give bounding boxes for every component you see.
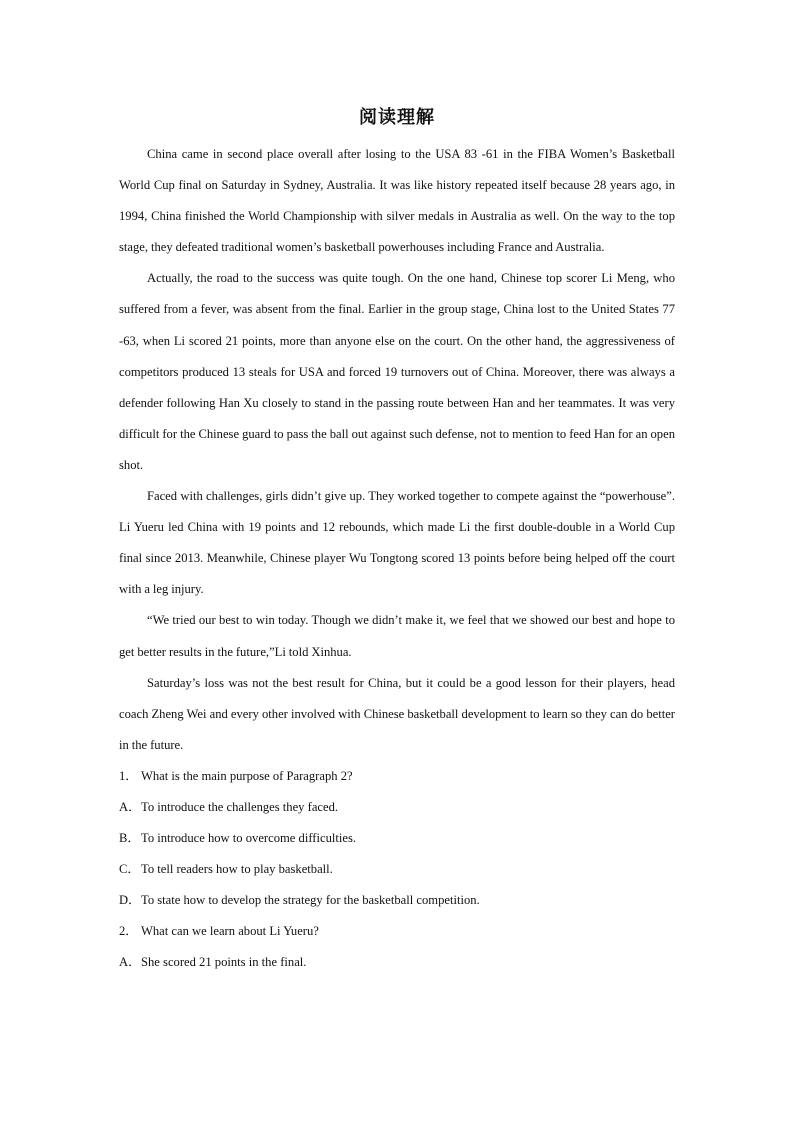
option-letter: D． <box>119 893 141 908</box>
question-number: 2． <box>119 924 138 939</box>
question-text: What can we learn about Li Yueru? <box>141 924 319 939</box>
passage-paragraph-2: Actually, the road to the success was quite tough. On the one hand, Chinese top scorer Li Meng, who suffered from a fever, was absent from the final. Earlier in the group stage, China lost to the United States 77 -63, when Li scored 21 points, more than anyone else on the court. On the other hand, the aggressiveness of competitors produced 13 steals for USA and forced 19 turnovers out of China. Moreover, there was always a defender following Han Xu closely to stand in the passing route between Han and her teammates. It was very difficult for the Chinese guard to pass the ball out against such defense, not to mention to feed Han for an open shot. <box>119 271 675 472</box>
option-letter: A． <box>119 799 141 814</box>
question-number: 1． <box>119 768 138 783</box>
passage-paragraph-5: Saturday’s loss was not the best result for China, but it could be a good lesson for their players, head coach Zheng Wei and every other involved with Chinese basketball development to learn so they can do better in the future. <box>119 675 675 752</box>
option-text: To tell readers how to play basketball. <box>141 862 333 877</box>
option-text: She scored 21 points in the final. <box>141 955 307 970</box>
option-text: To state how to develop the strategy for the basketball competition. <box>141 893 480 908</box>
question-text: What is the main purpose of Paragraph 2? <box>141 768 353 783</box>
question-1-option-a <box>119 792 675 823</box>
question-1-option-c <box>119 854 675 885</box>
option-letter: C． <box>119 862 140 877</box>
option-text: To introduce how to overcome difficulties. <box>141 831 357 846</box>
question-1 <box>119 761 675 792</box>
option-letter: A． <box>119 955 141 970</box>
page-title: 阅读理解 <box>359 107 435 128</box>
passage-paragraph-3: Faced with challenges, girls didn’t give up. They worked together to compete against the “powerhouse”. Li Yueru led China with 19 points and 12 rebounds, which made Li the first double-double in a World Cup final since 2013. Meanwhile, Chinese player Wu Tongtong scored 13 points before being helped off the court with a leg injury. <box>119 489 675 597</box>
question-2-option-a <box>119 947 675 978</box>
question-1-option-b <box>119 823 675 854</box>
passage-paragraph-4: “We tried our best to win today. Though we didn’t make it, we feel that we showed our best and hope to get better results in the future,”Li told Xinhua. <box>119 613 675 659</box>
document-content <box>119 103 675 979</box>
option-text: To introduce the challenges they faced. <box>141 799 339 814</box>
question-2 <box>119 916 675 947</box>
question-1-option-d <box>119 885 675 916</box>
option-letter: B． <box>119 831 140 846</box>
passage-paragraph-1: China came in second place overall after losing to the USA 83 -61 in the FIBA Women’s Basketball World Cup final on Saturday in Sydney, Australia. It was like history repeated itself because 28 years ago, in 1994, China finished the World Championship with silver medals in Australia as well. On the way to the top stage, they defeated traditional women’s basketball powerhouses including France and Australia. <box>119 147 675 255</box>
